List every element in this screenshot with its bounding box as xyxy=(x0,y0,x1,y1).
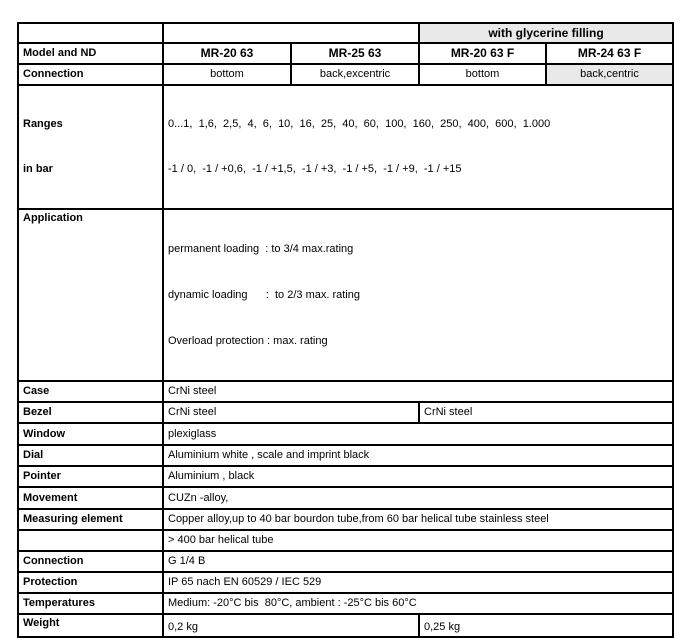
dial-value: Aluminium white , scale and imprint black xyxy=(163,445,673,466)
weight-value-left: 0,2 kg xyxy=(163,614,419,637)
window-row xyxy=(18,423,673,445)
measuring-element-label: Measuring element xyxy=(18,509,163,530)
connection-cell-back-excentric: back,excentric xyxy=(291,64,419,85)
bezel-label: Bezel xyxy=(18,402,163,423)
case-row xyxy=(18,381,673,402)
window-value: plexiglass xyxy=(163,423,673,445)
application-line1: permanent loading : to 3/4 max.rating xyxy=(168,243,354,255)
model-cell-mr-25-63: MR-25 63 xyxy=(291,43,419,64)
ranges-label-line1: Ranges xyxy=(23,118,63,130)
corner-cell xyxy=(18,23,163,43)
pointer-row xyxy=(18,466,673,487)
weight-value-right: 0,25 kg xyxy=(419,614,673,637)
movement-row xyxy=(18,487,673,509)
application-line2: dynamic loading : to 2/3 max. rating xyxy=(168,289,360,301)
bezel-value-left: CrNi steel xyxy=(163,402,419,423)
model-and-nd-label: Model and ND xyxy=(18,43,163,64)
ranges-value-line1: 0...1, 1,6, 2,5, 4, 6, 10, 16, 25, 40, 60, 100, 160, 250, 400, 600, 1.000 xyxy=(168,118,551,130)
model-cell-mr-20-63-f: MR-20 63 F xyxy=(419,43,546,64)
weight-label: Weight xyxy=(18,614,163,637)
measuring-element-extra-row xyxy=(18,530,673,551)
glycerine-filling-header-cell: with glycerine filling xyxy=(419,23,673,43)
protection-row xyxy=(18,572,673,593)
filling-header-row xyxy=(18,23,673,43)
connection-cell-back-centric: back,centric xyxy=(546,64,673,85)
application-row xyxy=(18,209,673,381)
bezel-value-right: CrNi steel xyxy=(419,402,673,423)
application-label: Application xyxy=(18,209,163,381)
connection-cell-bottom-1: bottom xyxy=(163,64,291,85)
thread-connection-label: Connection xyxy=(18,551,163,572)
measuring-element-extra-label xyxy=(18,530,163,551)
measuring-element-value: Copper alloy,up to 40 bar bourdon tube,from 60 bar helical tube stainless steel xyxy=(163,509,673,530)
temperatures-label: Temperatures xyxy=(18,593,163,614)
dial-label: Dial xyxy=(18,445,163,466)
model-row xyxy=(18,43,673,64)
weight-row xyxy=(18,614,673,637)
measuring-element-extra-value: > 400 bar helical tube xyxy=(163,530,673,551)
movement-label: Movement xyxy=(18,487,163,509)
model-cell-mr-24-63-f: MR-24 63 F xyxy=(546,43,673,64)
application-value-cell xyxy=(163,209,673,381)
ranges-value-cell xyxy=(163,85,673,209)
movement-value: CUZn -alloy, xyxy=(163,487,673,509)
bezel-row xyxy=(18,402,673,423)
window-label: Window xyxy=(18,423,163,445)
protection-label: Protection xyxy=(18,572,163,593)
case-value: CrNi steel xyxy=(163,381,673,402)
connection-label: Connection xyxy=(18,64,163,85)
measuring-element-row xyxy=(18,509,673,530)
unfilled-models-span-cell xyxy=(163,23,419,43)
spec-table xyxy=(17,22,674,638)
ranges-value-line2: -1 / 0, -1 / +0,6, -1 / +1,5, -1 / +3, -1 / +5, -1 / +9, -1 / +15 xyxy=(168,163,462,175)
ranges-label-line2: in bar xyxy=(23,163,53,175)
ranges-row xyxy=(18,85,673,209)
case-label: Case xyxy=(18,381,163,402)
application-line3: Overload protection : max. rating xyxy=(168,335,328,347)
protection-value: IP 65 nach EN 60529 / IEC 529 xyxy=(163,572,673,593)
model-cell-mr-20-63: MR-20 63 xyxy=(163,43,291,64)
temperatures-value: Medium: -20°C bis 80°C, ambient : -25°C bis 60°C xyxy=(163,593,673,614)
thread-connection-row xyxy=(18,551,673,572)
dial-row xyxy=(18,445,673,466)
ranges-label xyxy=(18,85,163,209)
temperatures-row xyxy=(18,593,673,614)
thread-connection-value: G 1/4 B xyxy=(163,551,673,572)
pointer-label: Pointer xyxy=(18,466,163,487)
connection-cell-bottom-2: bottom xyxy=(419,64,546,85)
connection-row xyxy=(18,64,673,85)
pointer-value: Aluminium , black xyxy=(163,466,673,487)
